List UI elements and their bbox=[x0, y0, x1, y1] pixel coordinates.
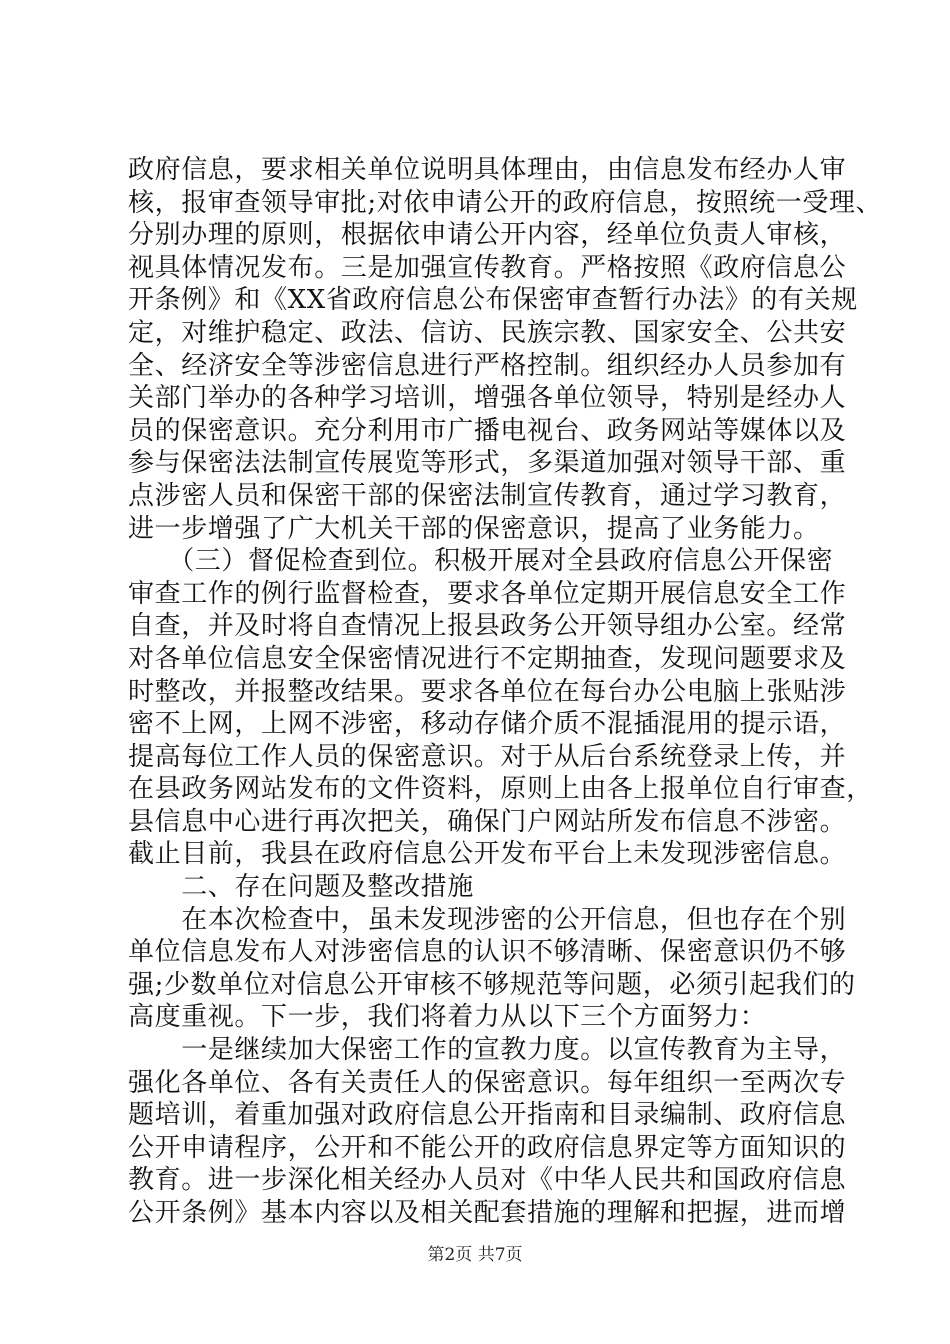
text-line: 全、经济安全等涉密信息进行严格控制。组织经办人员参加有 bbox=[128, 350, 847, 381]
text-line: 截止目前，我县在政府信息公开发布平台上未发现涉密信息。 bbox=[128, 839, 847, 870]
text-line: 教育。进一步深化相关经办人员对《中华人民共和国政府信息 bbox=[128, 1165, 847, 1196]
text-line: 在县政务网站发布的文件资料，原则上由各上报单位自行审查， bbox=[128, 774, 873, 805]
text-line: （三）督促检查到位。积极开展对全县政府信息公开保密 bbox=[128, 546, 834, 577]
text-line: 参与保密法法制宣传展览等形式，多渠道加强对领导干部、重 bbox=[128, 448, 847, 479]
text-line: 员的保密意识。充分利用市广播电视台、政务网站等媒体以及 bbox=[128, 415, 847, 446]
text-line: 对各单位信息安全保密情况进行不定期抽查，发现问题要求及 bbox=[128, 643, 847, 674]
text-line: 审查工作的例行监督检查，要求各单位定期开展信息安全工作 bbox=[128, 578, 847, 609]
text-line: 提高每位工作人员的保密意识。对于从后台系统登录上传，并 bbox=[128, 741, 847, 772]
text-line: 题培训，着重加强对政府信息公开指南和目录编制、政府信息 bbox=[128, 1100, 847, 1131]
text-line: 密不上网，上网不涉密，移动存储介质不混插混用的提示语， bbox=[128, 709, 847, 740]
text-line: 关部门举办的各种学习培训，增强各单位领导，特别是经办人 bbox=[128, 383, 847, 414]
text-line: 时整改，并报整改结果。要求各单位在每台办公电脑上张贴涉 bbox=[128, 676, 847, 707]
text-line: 核，报审查领导审批;对依申请公开的政府信息，按照统一受理、 bbox=[128, 187, 883, 218]
text-line: 强;少数单位对信息公开审核不够规范等问题，必须引起我们的 bbox=[128, 969, 856, 1000]
text-line: 一是继续加大保密工作的宣教力度。以宣传教育为主导， bbox=[128, 1035, 847, 1066]
text-line: 定，对维护稳定、政法、信访、民族宗教、国家安全、公共安 bbox=[128, 317, 847, 348]
text-line: 高度重视。下一步，我们将着力从以下三个方面努力： bbox=[128, 1002, 767, 1033]
text-line: 视具体情况发布。三是加强宣传教育。严格按照《政府信息公 bbox=[128, 252, 847, 283]
text-line: 强化各单位、各有关责任人的保密意识。每年组织一至两次专 bbox=[128, 1067, 847, 1098]
text-line: 县信息中心进行再次把关，确保门户网站所发布信息不涉密。 bbox=[128, 806, 847, 837]
text-line: 自查，并及时将自查情况上报县政务公开领导组办公室。经常 bbox=[128, 611, 847, 642]
page-number-footer: 第2页 共7页 bbox=[427, 1245, 523, 1265]
document-body bbox=[128, 154, 883, 1230]
text-line: 开条例》和《XX省政府信息公布保密审查暂行办法》的有关规 bbox=[128, 285, 858, 316]
section-heading: 二、存在问题及整改措施 bbox=[128, 872, 474, 903]
text-line: 进一步增强了广大机关干部的保密意识，提高了业务能力。 bbox=[128, 513, 820, 544]
text-line: 公开申请程序，公开和不能公开的政府信息界定等方面知识的 bbox=[128, 1132, 847, 1163]
text-line: 公开条例》基本内容以及相关配套措施的理解和把握，进而增 bbox=[128, 1198, 847, 1228]
text-line: 点涉密人员和保密干部的保密法制宣传教育，通过学习教育， bbox=[128, 480, 847, 511]
text-line: 政府信息，要求相关单位说明具体理由，由信息发布经办人审 bbox=[128, 155, 847, 185]
text-line: 单位信息发布人对涉密信息的认识不够清晰、保密意识仍不够 bbox=[128, 937, 847, 968]
text-line: 分别办理的原则，根据依申请公开内容，经单位负责人审核， bbox=[128, 220, 847, 251]
text-line: 在本次检查中，虽未发现涉密的公开信息，但也存在个别 bbox=[128, 904, 847, 935]
